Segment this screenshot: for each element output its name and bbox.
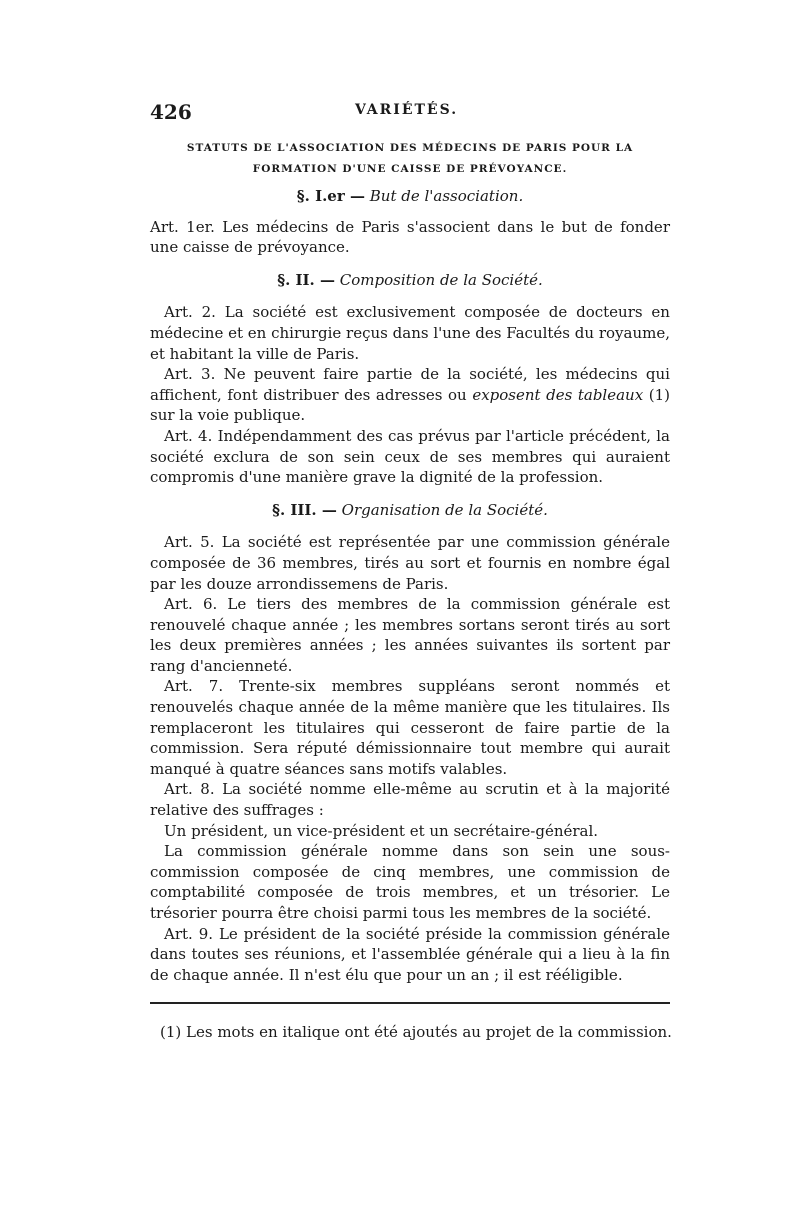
article-label: Art. 1er. bbox=[150, 217, 215, 236]
section-number: §. III. — bbox=[272, 500, 337, 519]
article-8-commissions: La commission générale nomme dans son sein une sous-commission composée de cinq membres, une commission de comptabilité composée de trois membres, et un trésorier. Le trésorier pourra être choisi parmi tous les membres de la société. bbox=[150, 842, 670, 922]
document-title: STATUTS DE L'ASSOCIATION DES MÉDECINS DE PARIS POUR LA FORMATION D'UNE CAISSE DE PRÉVOYANCE. bbox=[186, 142, 634, 175]
article-text: La société nomme elle-même au scrutin et à la majorité relative des suffrages : bbox=[150, 780, 670, 820]
article-2 bbox=[150, 302, 670, 364]
article-text: Indépendamment des cas prévus par l'article précédent, la société exclura de son sein ceux de ses membres qui auraient compromis d'une manière grave la dignité de la profession. bbox=[150, 426, 670, 487]
section-heading-3 bbox=[150, 500, 670, 521]
page-number: 426 bbox=[150, 100, 192, 124]
article-text: Le président de la société préside la commission générale dans toutes ses réunions, et l'assemblée générale qui a lieu à la fin de chaque année. Il n'est élu que pour un an ; il est rééligible. bbox=[150, 924, 670, 984]
article-label: Art. 7. bbox=[164, 677, 224, 696]
page-header bbox=[150, 100, 670, 124]
footnote: (1) Les mots en italique ont été ajoutés au projet de la commission. bbox=[160, 1023, 672, 1041]
article-7 bbox=[150, 676, 670, 779]
article-text: Trente-six membres suppléans seront nommés et renouvelés chaque année de la même manière que les titulaires. Ils remplaceront les titulaires qui cesseront de faire partie de la commission. Sera réputé démissionnaire tout membre qui aurait manqué à quatre séances sans motifs valables. bbox=[150, 677, 670, 778]
article-text: La société est exclusivement composée de docteurs en médecine et en chirurgie reçus dans l'une des Facultés du royaume, et habitant la ville de Paris. bbox=[150, 303, 670, 363]
article-6 bbox=[150, 594, 670, 676]
article-text: Ne peuvent faire partie de la société, les médecins qui affichent, font distribuer des adresses ou bbox=[150, 365, 670, 404]
section-heading-1 bbox=[150, 186, 670, 207]
article-label: Art. 5. bbox=[164, 533, 215, 552]
section-title: But de l'association. bbox=[369, 187, 524, 205]
article-label: Art. 3. bbox=[164, 365, 216, 384]
section-number: §. II. — bbox=[277, 270, 336, 289]
footnote-rule bbox=[150, 1002, 670, 1004]
article-label: Art. 2. bbox=[164, 303, 216, 322]
document-body bbox=[150, 186, 670, 985]
article-text: Les médecins de Paris s'associent dans le but de fonder une caisse de prévoyance. bbox=[150, 217, 670, 257]
article-8 bbox=[150, 779, 670, 820]
article-text: (1) sur la voie publique. bbox=[150, 385, 670, 425]
article-8-officers: Un président, un vice-président et un secrétaire-général. bbox=[164, 821, 599, 840]
article-text: La société est représentée par une commission générale composée de 36 membres, tirés au sort et fournis en nombre égal par les douze arrondissemens de Paris. bbox=[150, 533, 670, 593]
section-title: Organisation de la Société. bbox=[341, 500, 548, 519]
article-4 bbox=[150, 426, 670, 488]
article-3 bbox=[150, 364, 670, 426]
article-label: Art. 8. bbox=[164, 780, 215, 799]
article-label: Art. 9. bbox=[164, 924, 214, 943]
section-title: Composition de la Société. bbox=[339, 270, 543, 289]
article-label: Art. 6. bbox=[164, 595, 218, 614]
section-number: §. I.er — bbox=[296, 187, 365, 205]
article-5 bbox=[150, 532, 670, 594]
article-9 bbox=[150, 924, 670, 986]
running-title: VARIÉTÉS. bbox=[355, 102, 459, 118]
section-heading-2 bbox=[150, 270, 670, 291]
article-text: Le tiers des membres de la commission générale est renouvelé chaque année ; les membres sortans seront tirés au sort les deux premières années ; les années suivantes ils sortent par rang d'ancienneté. bbox=[150, 595, 670, 675]
article-label: Art. 4. bbox=[164, 426, 213, 445]
article-1 bbox=[150, 217, 670, 258]
article-italic-text: exposent des tableaux bbox=[472, 385, 644, 404]
